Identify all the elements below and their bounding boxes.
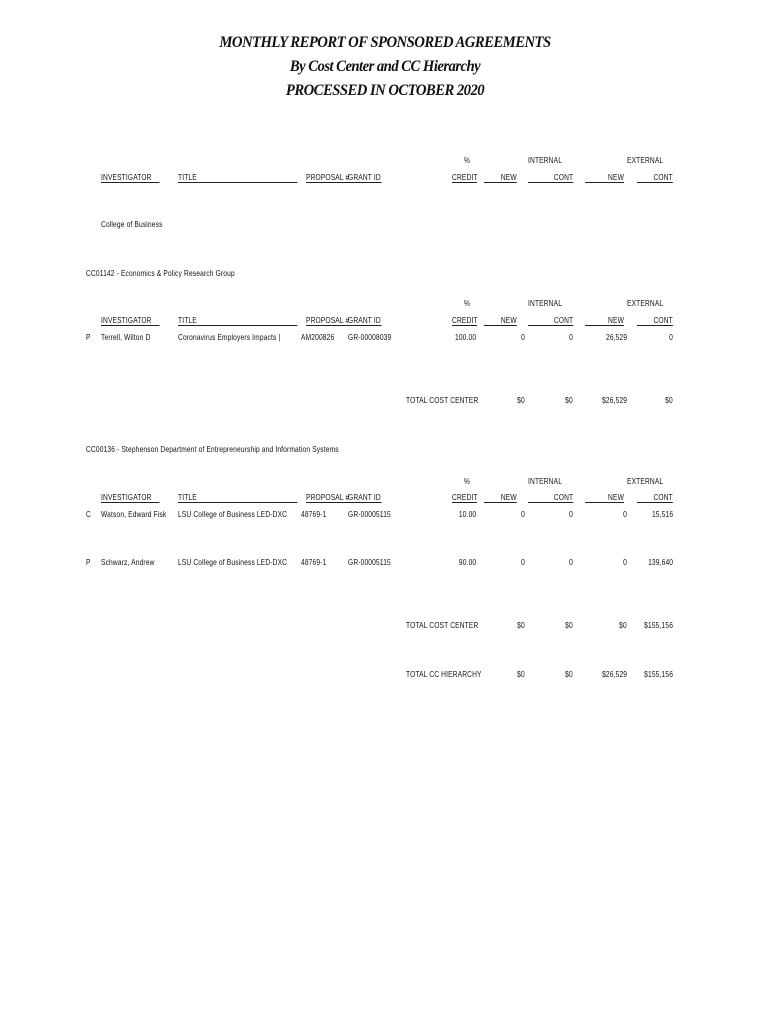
role-code: P — [86, 332, 91, 342]
ext-new-header: NEW — [585, 492, 624, 503]
proposal-header: PROPOSAL # — [306, 172, 350, 182]
ext-new-header: NEW — [585, 315, 624, 326]
internal-new-value: 0 — [521, 509, 525, 519]
grant-header: GRANT ID — [348, 492, 381, 502]
external-cont-value: 15,516 — [651, 509, 673, 519]
external-new-value: 0 — [623, 509, 627, 519]
total-internal-new: $0 — [517, 620, 525, 630]
proposal-number: 48769-1 — [301, 509, 327, 519]
investigator-name: Watson, Edward Fisk — [101, 509, 167, 519]
grant-id: GR-00005115 — [348, 509, 391, 519]
report-title: MONTHLY REPORT OF SPONSORED AGREEMENTS — [219, 34, 551, 51]
proposal-header: PROPOSAL # — [306, 492, 350, 502]
investigator-name: Schwarz, Andrew — [101, 557, 155, 567]
agreement-title: Coronavirus Employers Impacts | — [178, 332, 281, 342]
total-internal-cont: $0 — [565, 395, 573, 405]
internal-cont-value: 0 — [569, 332, 573, 342]
credit-value: 100.00 — [454, 332, 476, 342]
proposal-number: 48769-1 — [301, 557, 327, 567]
internal-cont-value: 0 — [569, 509, 573, 519]
grant-header: GRANT ID — [348, 315, 381, 325]
int-new-header: NEW — [484, 492, 517, 503]
pct-header: % — [464, 476, 471, 486]
cost-center-name: CC00136 - Stephenson Department of Entrepreneurship and Information Systems — [86, 444, 339, 454]
int-cont-header: CONT — [528, 492, 573, 503]
grant-header: GRANT ID — [348, 172, 381, 182]
total-external-cont: $0 — [665, 395, 673, 405]
role-code: C — [86, 509, 91, 519]
college-name: College of Business — [101, 219, 163, 229]
title-header: TITLE — [178, 172, 297, 183]
int-cont-header: CONT — [528, 172, 573, 183]
pct-header: % — [464, 298, 471, 308]
external-header: EXTERNAL — [627, 298, 664, 308]
external-header: EXTERNAL — [627, 155, 664, 165]
hierarchy-internal-new: $0 — [517, 669, 525, 679]
report-subtitle: By Cost Center and CC Hierarchy — [289, 58, 481, 75]
int-new-header: NEW — [484, 315, 517, 326]
credit-value: 90.00 — [458, 557, 476, 567]
grant-id: GR-00005115 — [348, 557, 391, 567]
internal-cont-value: 0 — [569, 557, 573, 567]
title-header: TITLE — [178, 492, 297, 503]
total-external-new: $26,529 — [601, 395, 627, 405]
internal-header: INTERNAL — [528, 155, 563, 165]
investigator-header: INVESTIGATOR — [101, 315, 160, 326]
credit-header: CREDIT — [452, 172, 478, 182]
credit-header: CREDIT — [452, 315, 478, 325]
hierarchy-external-cont: $155,156 — [644, 669, 673, 679]
proposal-header: PROPOSAL # — [306, 315, 350, 325]
report-period: PROCESSED IN OCTOBER 2020 — [285, 82, 485, 99]
total-internal-cont: $0 — [565, 620, 573, 630]
role-code: P — [86, 557, 91, 567]
investigator-name: Terrell, Wilton D — [101, 332, 151, 342]
hierarchy-external-new: $26,529 — [601, 669, 627, 679]
cost-center-name: CC01142 - Economics & Policy Research Group — [86, 268, 235, 278]
total-external-cont: $155,156 — [644, 620, 673, 630]
hierarchy-internal-cont: $0 — [565, 669, 573, 679]
title-header: TITLE — [178, 315, 297, 326]
external-cont-value: 139,640 — [647, 557, 673, 567]
ext-cont-header: CONT — [637, 172, 673, 183]
grant-id: GR-00008039 — [348, 332, 392, 342]
ext-new-header: NEW — [585, 172, 624, 183]
internal-new-value: 0 — [521, 332, 525, 342]
int-cont-header: CONT — [528, 315, 573, 326]
external-new-value: 26,529 — [605, 332, 627, 342]
total-external-new: $0 — [619, 620, 627, 630]
credit-header: CREDIT — [452, 492, 478, 502]
investigator-header: INVESTIGATOR — [101, 492, 160, 503]
external-cont-value: 0 — [669, 332, 673, 342]
credit-value: 10.00 — [458, 509, 476, 519]
hierarchy-total-label: TOTAL CC HIERARCHY — [406, 669, 482, 679]
agreement-title: LSU College of Business LED-DXC — [178, 509, 288, 519]
int-new-header: NEW — [484, 172, 517, 183]
total-label: TOTAL COST CENTER — [406, 620, 479, 630]
pct-header: % — [464, 155, 471, 165]
total-label: TOTAL COST CENTER — [406, 395, 479, 405]
investigator-header: INVESTIGATOR — [101, 172, 160, 183]
internal-header: INTERNAL — [528, 476, 563, 486]
internal-header: INTERNAL — [528, 298, 563, 308]
proposal-number: AM200826 — [301, 332, 335, 342]
ext-cont-header: CONT — [637, 315, 673, 326]
external-header: EXTERNAL — [627, 476, 664, 486]
internal-new-value: 0 — [521, 557, 525, 567]
agreement-title: LSU College of Business LED-DXC — [178, 557, 288, 567]
total-internal-new: $0 — [517, 395, 525, 405]
external-new-value: 0 — [623, 557, 627, 567]
ext-cont-header: CONT — [637, 492, 673, 503]
